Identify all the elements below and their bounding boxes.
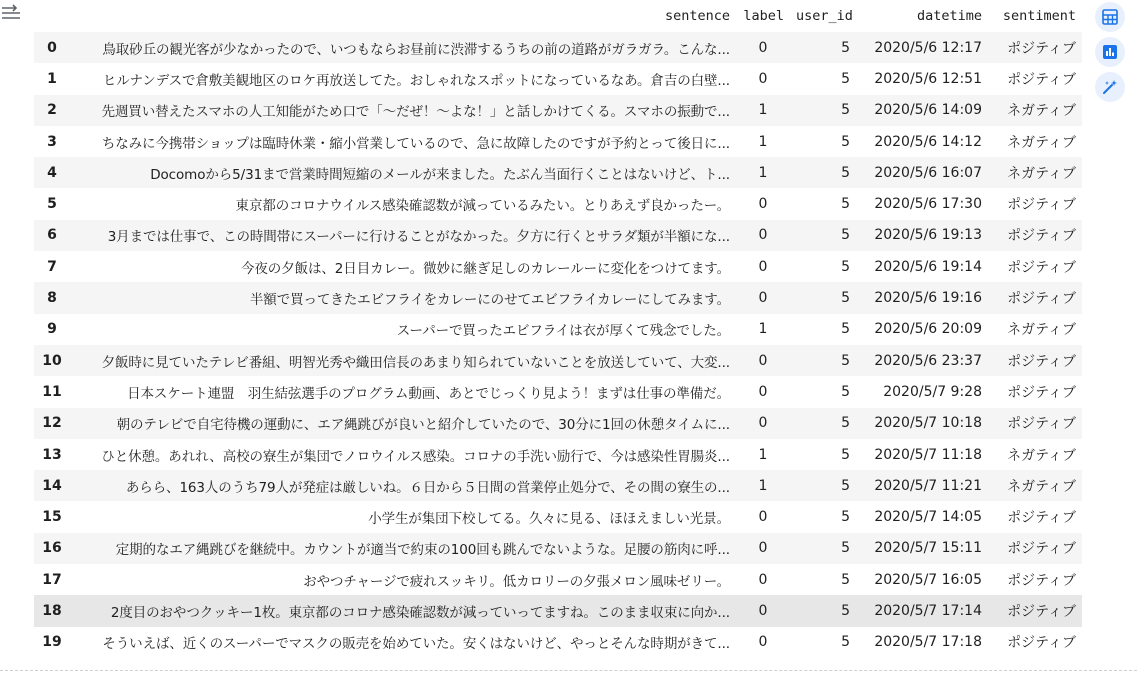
row-index: 3 xyxy=(47,133,57,150)
column-header-sentence[interactable]: sentence xyxy=(70,0,736,32)
user-id-cell: 5 xyxy=(790,95,858,126)
table-row[interactable] xyxy=(34,251,1082,282)
user-id-cell: 5 xyxy=(790,345,858,376)
label-cell: 1 xyxy=(758,133,768,150)
row-index: 4 xyxy=(34,157,70,188)
user-id-cell: 5 xyxy=(841,634,850,651)
column-header-user-id[interactable]: user_id xyxy=(790,0,858,32)
user-id-cell: 5 xyxy=(841,196,850,213)
sentiment-cell: ポジティブ xyxy=(988,282,1082,313)
user-id-cell: 5 xyxy=(841,133,850,150)
row-index: 9 xyxy=(47,321,57,338)
datetime-cell: 2020/5/7 14:05 xyxy=(874,509,982,526)
sentence-cell: ひと休憩。あれれ、高校の寮生が集団でノロウイルス感染。コロナの手洗い励行で、今は感染性胃腸炎... xyxy=(101,448,730,465)
output-toggle-icon[interactable] xyxy=(0,4,22,22)
sentiment-cell: ポジティブ xyxy=(988,345,1082,376)
row-index: 14 xyxy=(34,470,70,501)
label-cell: 0 xyxy=(758,258,768,275)
table-row[interactable] xyxy=(34,126,1082,157)
datetime-cell: 2020/5/7 16:05 xyxy=(874,571,982,588)
sentence-cell: 夕飯時に見ていたテレビ番組、明智光秀や織田信長のあまり知られていないことを放送していて、大変... xyxy=(70,345,736,376)
label-cell: 0 xyxy=(736,345,790,376)
sentiment-cell: ポジティブ xyxy=(988,32,1082,63)
column-header-datetime[interactable]: datetime xyxy=(858,0,988,32)
user-id-cell: 5 xyxy=(790,408,858,439)
sentence-cell: 先週買い替えたスマホの人工知能がため口で「〜だぜ！〜よな！」と話しかけてくる。スマホの振動で... xyxy=(70,95,736,126)
datetime-cell: 2020/5/6 20:09 xyxy=(874,321,982,338)
datetime-cell: 2020/5/7 11:18 xyxy=(874,446,982,463)
row-index: 11 xyxy=(42,383,62,400)
datetime-cell: 2020/5/7 17:18 xyxy=(874,634,982,651)
sentiment-cell: ネガティブ xyxy=(988,95,1082,126)
table-row[interactable] xyxy=(34,95,1082,126)
sentence-cell: 今夜の夕飯は、2日目カレー。微妙に継ぎ足しのカレールーに変化をつけてます。 xyxy=(241,260,730,277)
side-toolbar xyxy=(1095,2,1127,107)
datetime-cell: 2020/5/7 10:18 xyxy=(858,408,988,439)
user-id-cell: 5 xyxy=(790,282,858,313)
label-cell: 0 xyxy=(758,634,768,651)
user-id-cell: 5 xyxy=(790,595,858,626)
user-id-cell: 5 xyxy=(790,533,858,564)
sentence-cell: あらら、163人のうち79人が発症は厳しいね。６日から５日間の営業停止処分で、その間の寮生の... xyxy=(70,470,736,501)
sentiment-cell: ポジティブ xyxy=(1007,259,1076,276)
table-row[interactable] xyxy=(34,501,1082,532)
label-cell: 0 xyxy=(758,571,768,588)
row-index: 2 xyxy=(34,95,70,126)
user-id-cell: 5 xyxy=(790,157,858,188)
row-index: 0 xyxy=(34,32,70,63)
table-row[interactable] xyxy=(34,564,1082,595)
sentiment-cell: ポジティブ xyxy=(1007,71,1076,88)
datetime-cell: 2020/5/7 9:28 xyxy=(883,383,982,400)
user-id-cell: 5 xyxy=(841,321,850,338)
user-id-cell: 5 xyxy=(841,70,850,87)
row-index: 10 xyxy=(34,345,70,376)
datetime-cell: 2020/5/6 19:13 xyxy=(858,220,988,251)
datetime-cell: 2020/5/6 16:07 xyxy=(858,157,988,188)
sentence-cell: そういえば、近くのスーパーでマスクの販売を始めていた。安くはないけど、やっとそんな時期がきて... xyxy=(102,636,730,653)
column-header-sentiment[interactable]: sentiment xyxy=(988,0,1082,32)
sentiment-cell: ポジティブ xyxy=(1007,384,1076,401)
sentence-cell: ヒルナンデスで倉敷美観地区のロケ再放送してた。おしゃれなスポットになっているなあ。倉吉の白壁... xyxy=(102,72,730,89)
sentence-cell: Docomoから5/31まで営業時間短縮のメールが来ました。たぶん当面行くことはないけど、ト... xyxy=(70,157,736,188)
row-index: 6 xyxy=(34,220,70,251)
table-row[interactable] xyxy=(34,32,1082,63)
label-cell: 1 xyxy=(736,470,790,501)
datetime-cell: 2020/5/6 14:12 xyxy=(874,133,982,150)
chart-suggest-icon xyxy=(1101,43,1119,61)
sentence-cell: 半額で買ってきたエビフライをカレーにのせてエビフライカレーにしてみます。 xyxy=(70,282,736,313)
row-index: 15 xyxy=(42,509,62,526)
user-id-cell: 5 xyxy=(841,258,850,275)
sentiment-cell: ネガティブ xyxy=(1007,447,1076,464)
user-id-cell: 5 xyxy=(841,383,850,400)
label-cell: 0 xyxy=(736,408,790,439)
table-row[interactable] xyxy=(34,282,1082,313)
sentiment-cell: ポジティブ xyxy=(1007,197,1076,214)
label-cell: 0 xyxy=(736,533,790,564)
label-cell: 1 xyxy=(736,157,790,188)
label-cell: 0 xyxy=(758,383,768,400)
table-row[interactable] xyxy=(34,188,1082,219)
datetime-cell: 2020/5/6 17:30 xyxy=(874,196,982,213)
table-view-icon xyxy=(1101,8,1119,26)
label-cell: 0 xyxy=(758,196,768,213)
label-cell: 0 xyxy=(736,220,790,251)
label-cell: 0 xyxy=(736,595,790,626)
cell-bottom-divider xyxy=(0,670,1137,671)
sentence-cell: ちなみに今携帯ショップは臨時休業・縮小営業しているので、急に故障したのですが予約とって後日に... xyxy=(101,135,730,152)
user-id-cell: 5 xyxy=(841,446,850,463)
label-cell: 1 xyxy=(758,446,768,463)
sentiment-cell: ネガティブ xyxy=(988,470,1082,501)
sentence-cell: スーパーで買ったエビフライは衣が厚くて残念でした。 xyxy=(396,323,730,340)
row-index: 13 xyxy=(42,446,62,463)
user-id-cell: 5 xyxy=(790,470,858,501)
row-index: 7 xyxy=(47,258,57,275)
user-id-cell: 5 xyxy=(790,32,858,63)
label-cell: 0 xyxy=(758,70,768,87)
label-cell: 0 xyxy=(736,282,790,313)
sentiment-cell: ネガティブ xyxy=(1007,322,1076,339)
datetime-cell: 2020/5/7 11:21 xyxy=(858,470,988,501)
row-index: 19 xyxy=(42,634,62,651)
datetime-cell: 2020/5/6 14:09 xyxy=(858,95,988,126)
table-row[interactable] xyxy=(34,533,1082,564)
sentence-cell: 朝のテレビで自宅待機の運動に、エア縄跳びが良いと紹介していたので、30分に1回の休憩タイムに... xyxy=(70,408,736,439)
row-index: 16 xyxy=(34,533,70,564)
magic-wand-button[interactable] xyxy=(1095,72,1125,102)
sentence-cell: 小学生が集団下校してる。久々に見る、ほほえましい光景。 xyxy=(368,511,730,528)
datetime-cell: 2020/5/6 23:37 xyxy=(858,345,988,376)
user-id-cell: 5 xyxy=(841,509,850,526)
row-index: 17 xyxy=(42,571,62,588)
table-row[interactable] xyxy=(34,376,1082,407)
row-index: 5 xyxy=(47,196,57,213)
table-row[interactable] xyxy=(34,595,1082,626)
sentiment-cell: ポジティブ xyxy=(988,533,1082,564)
column-header[interactable] xyxy=(34,0,70,32)
datetime-cell: 2020/5/7 15:11 xyxy=(858,533,988,564)
table-row[interactable] xyxy=(34,627,1082,658)
chart-suggest-button[interactable] xyxy=(1095,37,1125,67)
label-cell: 1 xyxy=(758,321,768,338)
datetime-cell: 2020/5/6 12:17 xyxy=(858,32,988,63)
sentence-cell: 定期的なエア縄跳びを継続中。カウントが適当で約束の100回も跳んでないような。足腰の筋肉に呼... xyxy=(70,533,736,564)
row-index: 8 xyxy=(34,282,70,313)
datetime-cell: 2020/5/6 19:16 xyxy=(858,282,988,313)
sentence-cell: 鳥取砂丘の観光客が少なかったので、いつもならお昼前に渋滞するうちの前の道路がガラガラ。こんな... xyxy=(70,32,736,63)
datetime-cell: 2020/5/6 12:51 xyxy=(874,70,982,87)
sentence-cell: 日本スケート連盟 羽生結弦選手のプログラム動画、あとでじっくり見よう！まずは仕事の準備だ。 xyxy=(127,385,730,402)
sentiment-cell: ポジティブ xyxy=(988,408,1082,439)
column-header-label[interactable]: label xyxy=(736,0,790,32)
sentence-cell: 3月までは仕事で、この時間帯にスーパーに行けることがなかった。夕方に行くとサラダ類が半額にな... xyxy=(70,220,736,251)
sentence-cell: おやつチャージで疲れスッキリ。低カロリーの夕張メロン風味ゼリー。 xyxy=(303,573,730,590)
table-row[interactable] xyxy=(34,470,1082,501)
sentence-cell: 東京都のコロナウイルス感染確認数が減っているみたい。とりあえず良かったー。 xyxy=(235,198,730,215)
datetime-cell: 2020/5/6 19:14 xyxy=(874,258,982,275)
row-index: 12 xyxy=(34,408,70,439)
sentiment-cell: ポジティブ xyxy=(1007,635,1076,652)
table-row[interactable] xyxy=(34,63,1082,94)
user-id-cell: 5 xyxy=(841,571,850,588)
datetime-cell: 2020/5/7 17:14 xyxy=(858,595,988,626)
label-cell: 0 xyxy=(736,32,790,63)
user-id-cell: 5 xyxy=(790,220,858,251)
sentiment-cell: ネガティブ xyxy=(988,157,1082,188)
sentiment-cell: ポジティブ xyxy=(988,595,1082,626)
row-index: 1 xyxy=(47,70,57,87)
sentiment-cell: ポジティブ xyxy=(1007,510,1076,527)
table-row[interactable] xyxy=(34,220,1082,251)
table-row[interactable] xyxy=(34,439,1082,470)
row-index: 18 xyxy=(34,595,70,626)
label-cell: 0 xyxy=(758,509,768,526)
table-row[interactable] xyxy=(34,157,1082,188)
table-body xyxy=(34,32,1082,658)
table-row[interactable] xyxy=(34,408,1082,439)
header-row xyxy=(34,0,1082,32)
dataframe-table xyxy=(34,0,1082,658)
magic-wand-icon xyxy=(1101,78,1119,96)
sentiment-cell: ポジティブ xyxy=(1007,572,1076,589)
sentiment-cell: ポジティブ xyxy=(988,220,1082,251)
sentiment-cell: ネガティブ xyxy=(1007,134,1076,151)
sentence-cell: 2度目のおやつクッキー1枚。東京都のコロナ感染確認数が減っていってますね。このまま収束に向か... xyxy=(70,595,736,626)
dataframe-output xyxy=(34,0,1082,658)
table-row[interactable] xyxy=(34,345,1082,376)
label-cell: 1 xyxy=(736,95,790,126)
table-view-button[interactable] xyxy=(1095,2,1125,32)
table-row[interactable] xyxy=(34,314,1082,345)
